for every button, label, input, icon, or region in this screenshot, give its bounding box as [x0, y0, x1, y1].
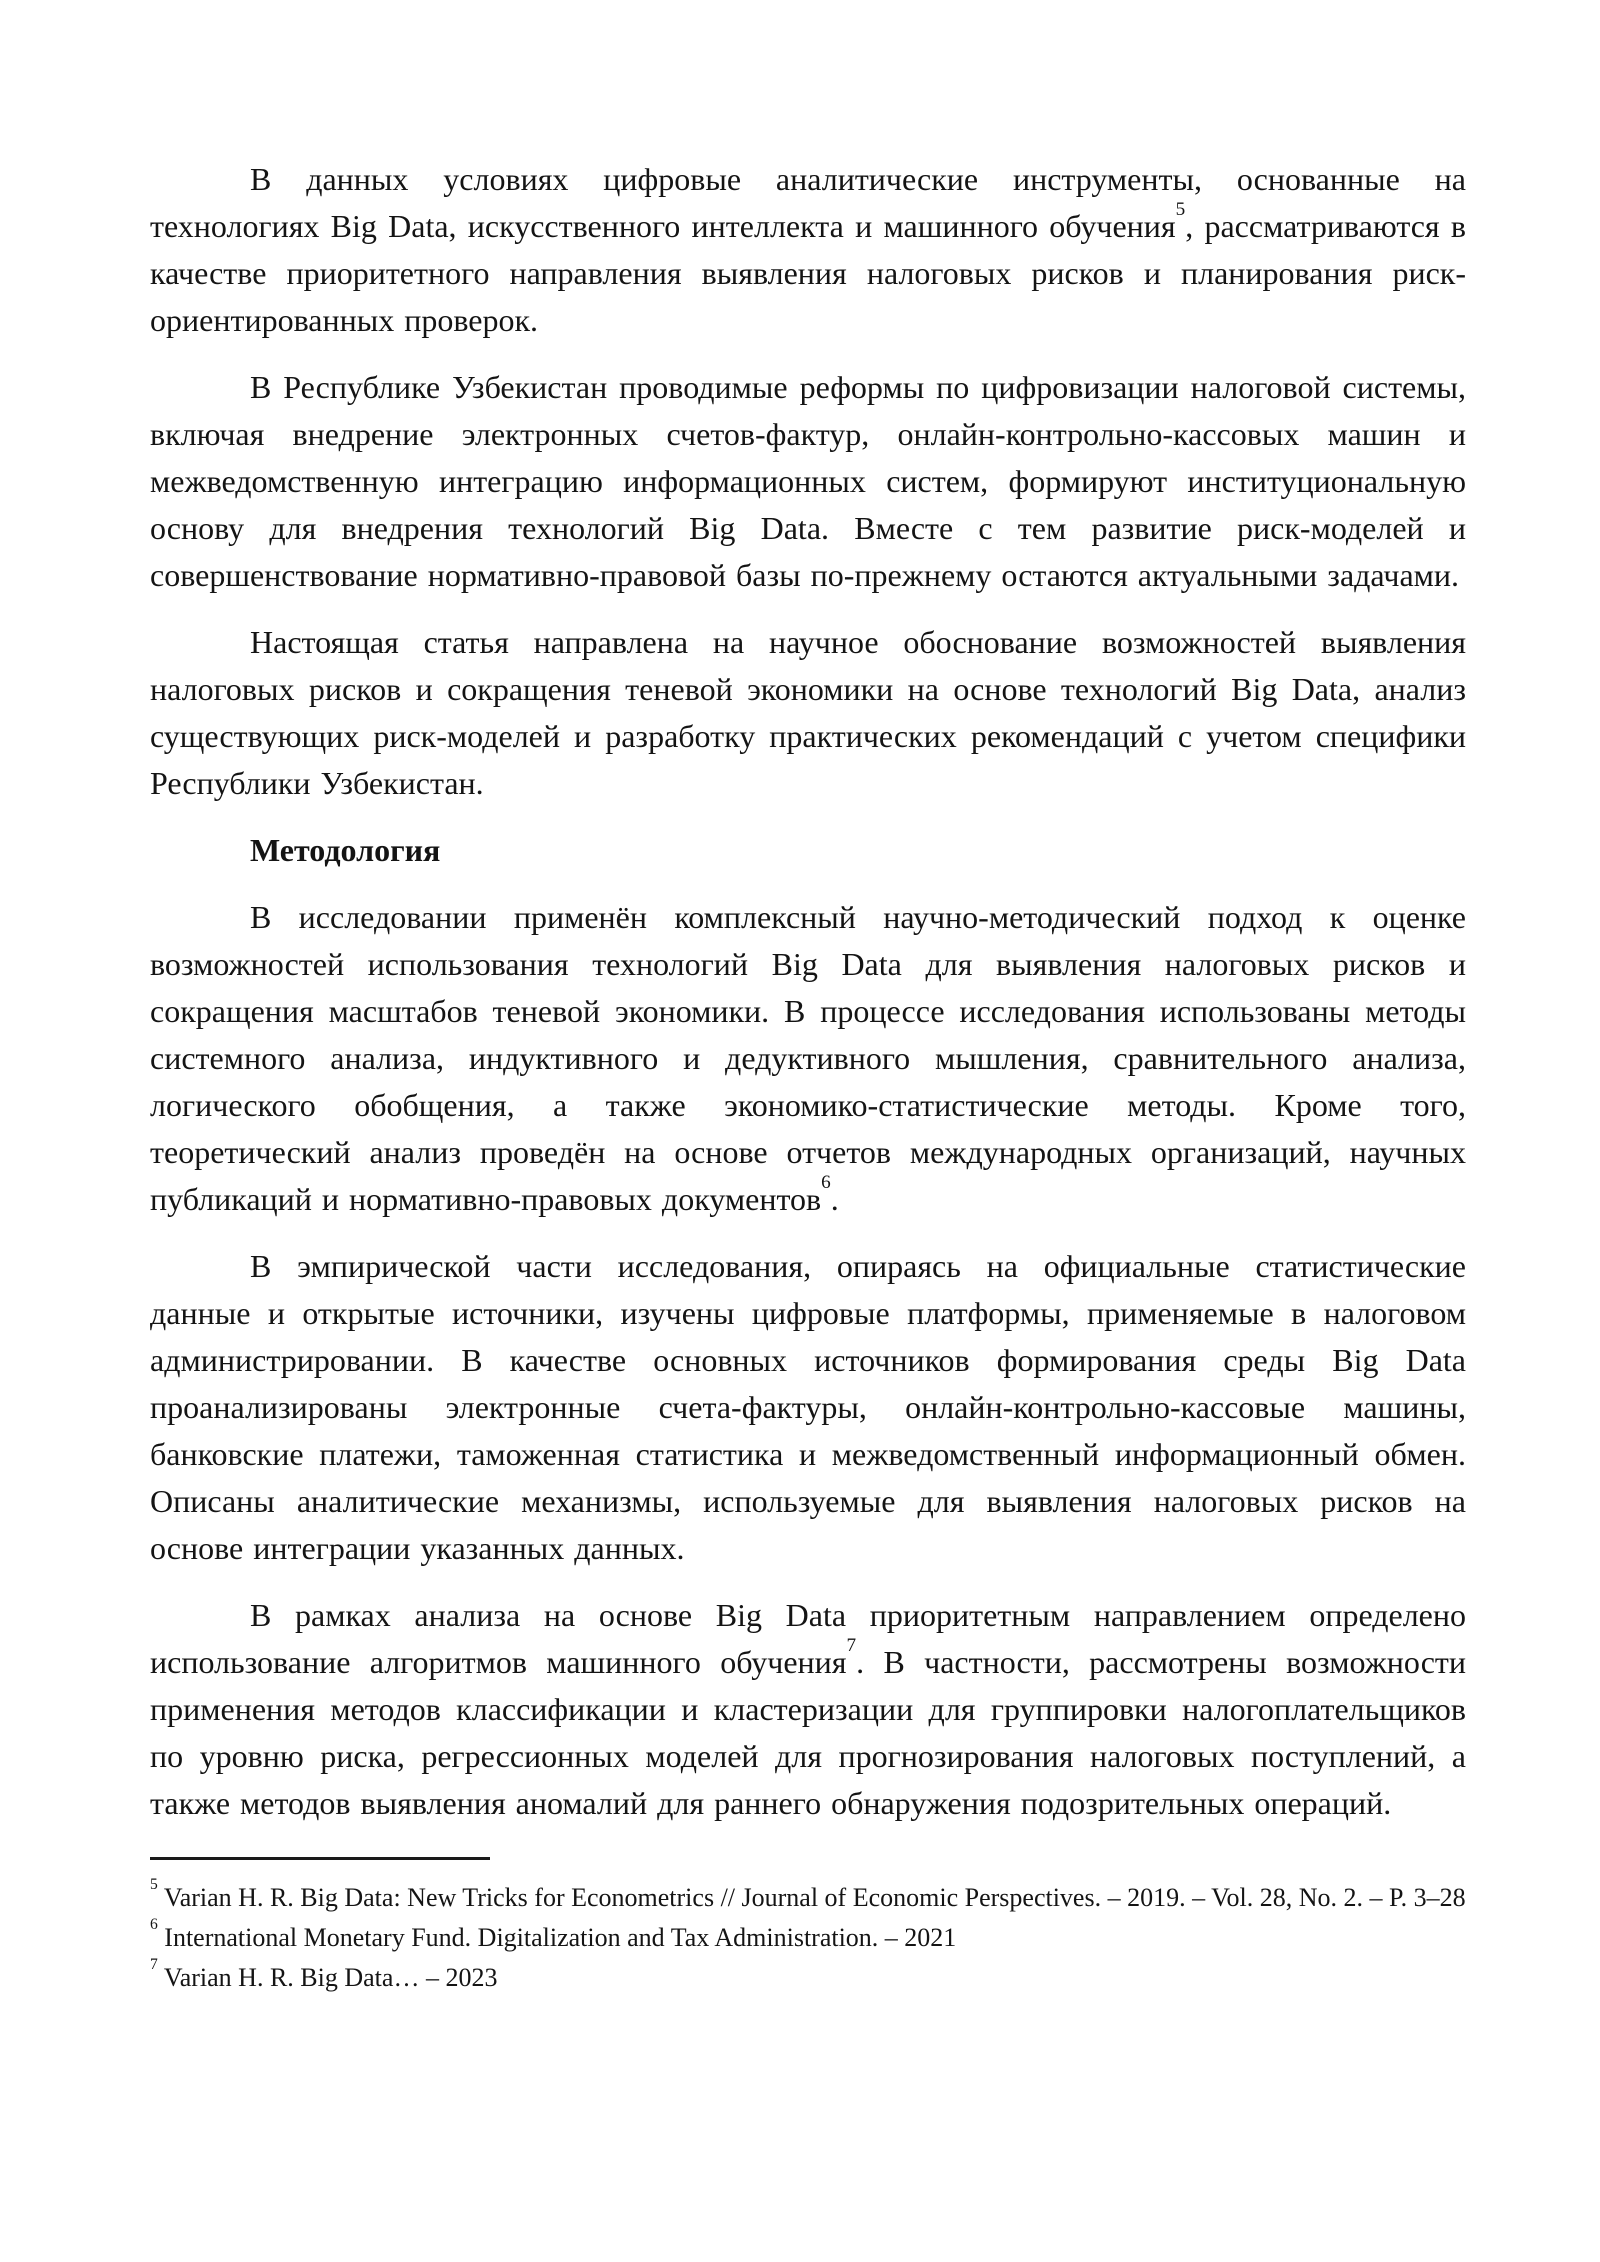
- paragraph-text: . В частности, рассмотрены возможности применения методов классификации и кластеризации для группировки налогоплательщиков по уровню риска, регрессионных моделей для прогнозирования налоговых поступлений, а также методов выявления аномалий для раннего обнаружения подозрительных операций.: [150, 1644, 1467, 1821]
- paragraph-text: , рассматриваются в качестве приоритетного направления выявления налоговых рисков и планирования риск-ориентированных проверок.: [150, 208, 1467, 338]
- paragraph-digital-tools: [150, 156, 1466, 344]
- footnotes-section: [150, 1857, 1466, 1998]
- footnote-marker-7: 7: [150, 1956, 158, 1974]
- paragraph-methodology-approach: [150, 894, 1466, 1223]
- footnote-ref-6: 6: [821, 1171, 831, 1193]
- footnote-text: Varian H. R. Big Data… – 2023: [163, 1963, 498, 1992]
- paragraph-empirical-part: В эмпирической части исследования, опираясь на официальные статистические данные и открытые источники, изучены цифровые платформы, применяемые в налоговом администрировании. В качестве основных источников формирования среды Big Data проанализированы электронные счета-фактуры, онлайн-контрольно-кассовые машины, банковские платежи, таможенная статистика и межведомственный информационный обмен. Описаны аналитические механизмы, используемые для выявления налоговых рисков на основе интеграции указанных данных.: [150, 1248, 1466, 1566]
- footnote-item-6: [150, 1918, 1466, 1958]
- paragraph-ml-algorithms: [150, 1592, 1466, 1827]
- paragraph-article-aim: Настоящая статья направлена на научное обоснование возможностей выявления налоговых рисков и сокращения теневой экономики на основе технологий Big Data, анализ существующих риск-моделей и разработку практических рекомендаций с учетом специфики Республики Узбекистан.: [150, 624, 1466, 801]
- paragraph-text: .: [830, 1181, 839, 1217]
- section-heading-methodology: Методология: [250, 832, 441, 868]
- footnote-separator: [150, 1857, 490, 1860]
- paragraph-uzbekistan-reforms: В Республике Узбекистан проводимые реформы по цифровизации налоговой системы, включая внедрение электронных счетов-фактур, онлайн-контрольно-кассовых машин и межведомственную интеграцию информационных систем, формируют институциональную основу для внедрения технологий Big Data. Вместе с тем развитие риск-моделей и совершенствование нормативно-правовой базы по-прежнему остаются актуальными задачами.: [150, 369, 1466, 593]
- paragraph-text: В рамках анализа на основе Big Data приоритетным направлением определено использование алгоритмов машинного обучения: [150, 1597, 1466, 1680]
- footnote-text: Varian H. R. Big Data: New Tricks for Econometrics // Journal of Economic Perspectives. – 2019. – Vol. 28, No. 2. – P. 3–28: [163, 1883, 1466, 1912]
- footnote-ref-5: 5: [1175, 198, 1186, 220]
- footnote-ref-7: 7: [846, 1634, 857, 1656]
- paragraph-text: В исследовании применён комплексный научно-методический подход к оценке возможностей использования технологий Big Data для выявления налоговых рисков и сокращения масштабов теневой экономики. В процессе исследования использованы методы системного анализа, индуктивного и дедуктивного мышления, сравнительного анализа, логического обобщения, а также экономико-статистические методы. Кроме того, теоретический анализ проведён на основе отчетов международных организаций, научных публикаций и нормативно-правовых документов: [150, 899, 1466, 1217]
- footnote-marker-6: 6: [150, 1916, 158, 1934]
- paragraph-text: В данных условиях цифровые аналитические инструменты, основанные на технологиях Big Data, искусственного интеллекта и машинного обучения: [150, 161, 1466, 244]
- footnote-item-5: [150, 1878, 1466, 1918]
- footnote-marker-5: 5: [150, 1876, 158, 1894]
- footnote-text: International Monetary Fund. Digitalization and Tax Administration. – 2021: [164, 1923, 957, 1952]
- footnote-item-7: [150, 1958, 1466, 1998]
